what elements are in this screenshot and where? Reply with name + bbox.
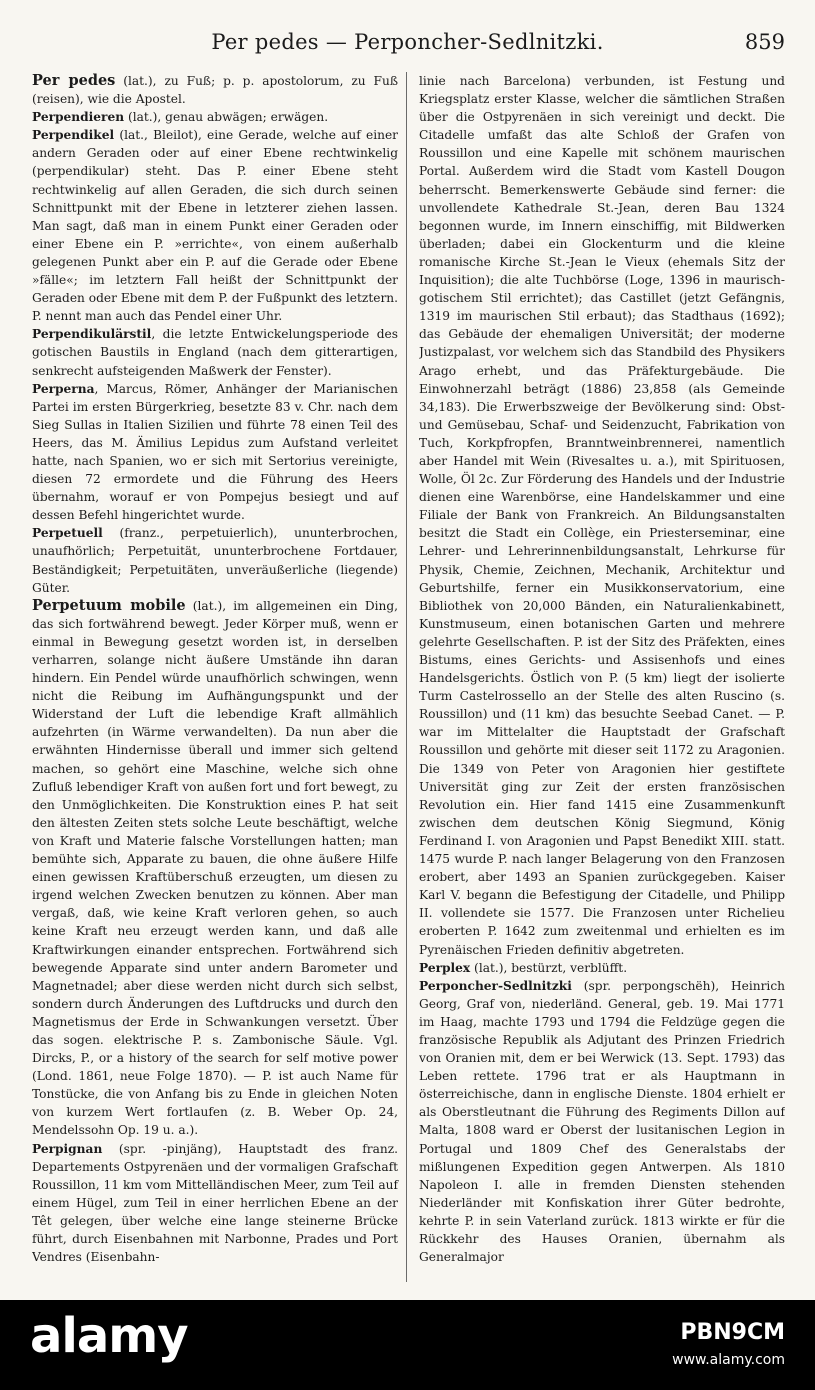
dictionary-entry <box>32 1140 398 1267</box>
entry-text: (lat., Bleilot), eine Gerade, welche auf einer andern Geraden oder auf einer Ebene rechtwinkelig (perpendikular) steht. Das P. einer Ebene steht rechtwinkelig auf allen Geraden, die sich durch seinen Schnittpunkt mit der Ebene in letzterer ziehen lassen. Man sagt, daß man in einem Punkt einer Geraden oder einer Ebene ein P. »errichte«, von einem außerhalb gelegenen Punkt aber ein P. auf die Gerade oder Ebene »fälle«; im letztern Fall heißt der Schnittpunkt der Geraden oder Ebene mit dem P. der Fußpunkt des letztern. P. nennt man auch das Pendel einer Uhr. <box>32 128 398 324</box>
entry-headword: Perpetuum mobile <box>32 596 186 614</box>
right-column <box>419 72 785 1282</box>
left-column <box>32 72 407 1282</box>
entry-headword: Perpetuell <box>32 526 103 541</box>
entry-headword: Per pedes <box>32 72 116 89</box>
dictionary-entry <box>32 72 398 108</box>
entry-headword: Perperna <box>32 381 95 396</box>
entry-text: (spr. -pinjäng), Hauptstadt des franz. Departements Ostpyrenäen und der vormaligen Grafschaft Roussillon, 11 km vom Mittelländischen Meer, zum Teil auf einem Hügel, zum Teil in einer herrlichen Ebene an der Têt gelegen, über welche eine lange steinerne Brücke führt, durch Eisenbahnen mit Narbonne, Prades und Port Vendres (Eisenbahn- <box>32 1141 398 1265</box>
entry-text: linie nach Barcelona) verbunden, ist Festung und Kriegsplatz erster Klasse, welcher die sämtlichen Straßen über die Ostpyrenäen in sich vereinigt und deckt. Die Citadelle umfaßt das alte Schloß der Grafen von Roussillon und eine Kapelle mit schönem maurischen Portal. Außerdem wird die Stadt vom Kastell Dougon beherrscht. Bemerkenswerte Gebäude sind ferner: die unvollendete Kathedrale St.-Jean, deren Bau 1324 begonnen wurde, im Innern einschiffig, mit Bildwerken überladen; dabei ein Glockenturm und die kleine romanische Kirche St.-Jean le Vieux (ehemals Sitz der Inquisition); die alte Tuchbörse (Loge, 1396 in maurisch-gotischem Stil errichtet); das Castillet (jetzt Gefängnis, 1319 im maurischen Stil erbaut); das Stadthaus (1692); das Gebäude der ehemaligen Universität; der moderne Justizpalast, vor welchem sich das Standbild des Physikers Arago erhebt, und das Präfekturgebäude. Die Einwohnerzahl beträgt (1886) 23,858 (als Gemeinde 34,183). Die Erwerbszweige der Bevölkerung sind: Obst- und Gemüsebau, Schaf- und Seidenzucht, Fabrikation von Tuch, Korkpfropfen, Branntweinbrennerei, namentlich aber Handel mit Wein (Rivesaltes u. a.), mit Spirituosen, Wolle, Öl 2c. Zur Förderung des Handels und der Industrie dienen eine Warenbörse, eine Handelskammer und eine Filiale der Bank von Frankreich. An Bildungsanstalten besitzt die Stadt ein Collège, ein Priesterseminar, eine Lehrer- und Lehrerinnenbildungsanstalt, Lehrkurse für Physik, Chemie, Zeichnen, Mechanik, Architektur und Geburtshilfe, ferner ein Musikkonservatorium, eine Bibliothek von 20,000 Bänden, ein Naturalienkabinett, Kunstmuseum, einen botanischen Garten und mehrere gelehrte Gesellschaften. P. ist der Sitz des Präfekten, eines Bistums, eines Gerichts- und Assisenhofs und eines Handelsgerichts. Östlich von P. (5 km) liegt der isolierte Turm Castelrossello an der Stelle des alten Ruscino (s. Roussillon) und (11 km) das besuchte Seebad Canet. — P. war im Mittelalter die Hauptstadt der Grafschaft Roussillon und gehörte mit dieser seit 1172 zu Aragonien. Die 1349 von Peter von Aragonien hier gestiftete Universität ging zur Zeit der ersten französischen Revolution ein. Hier fand 1415 eine Zusammenkunft zwischen dem deutschen König Siegmund, König Ferdinand I. von Aragonien und Papst Benedikt XIII. statt. 1475 wurde P. nach langer Belagerung von den Franzosen erobert, aber 1493 an Spanien zurückgegeben. Kaiser Karl V. begann die Befestigung der Citadelle, und Philipp II. vollendete sie 1577. Die Franzosen unter Richelieu eroberten P. 1642 zum zweitenmal und erhielten es im Pyrenäischen Frieden definitiv abgetreten. <box>419 74 785 957</box>
running-head <box>30 30 785 64</box>
alamy-logo: alamy <box>30 1308 188 1364</box>
dictionary-entry <box>32 380 398 525</box>
entry-headword: Perpendikulärstil <box>32 327 152 342</box>
alamy-url: www.alamy.com <box>672 1352 785 1368</box>
entry-headword: Perpendieren <box>32 110 125 125</box>
entry-text: (lat.), bestürzt, verblüfft. <box>470 960 628 975</box>
page-number: 859 <box>744 30 785 54</box>
entry-text: , Marcus, Römer, Anhänger der Marianischen Partei im ersten Bürgerkrieg, besetzte 83 v. Chr. nach dem Sieg Sullas in Italien Sizilien und führte 78 einen Teil des Heers, das M. Ämilius Lepidus zum Aufstand verleitet hatte, nach Spanien, wo er sich mit Sertorius vereinigte, diesen 72 ermordete und die Führung des Heers übernahm, worauf er von Pompejus besiegt und auf dessen Befehl hingerichtet wurde. <box>32 381 398 523</box>
entry-headword: Perpignan <box>32 1141 103 1156</box>
dictionary-entry <box>32 524 398 596</box>
dictionary-entry <box>32 597 398 1140</box>
dictionary-entry <box>32 325 398 379</box>
entry-headword: Perponcher-Sedlnitzki <box>419 978 572 993</box>
page-title: Per pedes — Perponcher-Sedlnitzki. <box>211 30 604 54</box>
watermark-footer <box>0 1300 815 1390</box>
entry-text: , die letzte Entwickelungsperiode des gotischen Baustils in England (nach dem gitterartigen, senkrecht aufsteigenden Maßwerk der Fenster). <box>32 327 398 378</box>
dictionary-entry <box>32 126 398 325</box>
entry-text: (lat.), im allgemeinen ein Ding, das sich fortwährend bewegt. Jeder Körper muß, wenn er einmal in Bewegung gesetzt worden ist, in derselben verharren, solange nicht äußere Umstände ihn daran hindern. Ein Pendel würde unaufhörlich schwingen, wenn nicht die Reibung im Aufhängungspunkt und der Widerstand der Luft die lebendige Kraft allmählich aufzehrten (in Wärme verwandelten). Da nun aber die erwähnten Hindernisse überall und immer sich geltend machen, so gehört eine Maschine, welche sich ohne Zufluß lebendiger Kraft von außen fort und fort bewegt, zu den Unmöglichkeiten. Die Konstruktion eines P. hat seit den ältesten Zeiten stets solche Leute beschäftigt, welche von Kraft und Materie falsche Vorstellungen hatten; man bemühte sich, Apparate zu bauen, die ohne äußere Hilfe einen gewissen Kraftüberschuß erzeugten, um diesen zu irgend welchen Zwecken benutzen zu können. Aber man vergaß, daß, wie keine Kraft verloren gehen, so auch keine Kraft neu erzeugt werden kann, und daß alle Kraftwirkungen einander entsprechen. Fortwährend sich bewegende Apparate sind unter andern Barometer und Magnetnadel; aber diese werden nicht durch sich selbst, sondern durch Änderungen des Luftdrucks und durch den Magnetismus der Erde in Schwankungen versetzt. Über das sogen. elektrische P. s. Zambonische Säule. Vgl. Dircks, P., or a history of the search for self motive power (Lond. 1861, neue Folge 1870). — P. ist auch Name für Tonstücke, die von Anfang bis zu Ende in gleichen Noten von kurzem Wert fortlaufen (z. B. Weber Op. 24, Mendelssohn Op. 19 u. a.). <box>32 598 399 1138</box>
entry-headword: Perpendikel <box>32 128 115 143</box>
entry-text: (spr. perpongschëh), Heinrich Georg, Graf von, niederländ. General, geb. 19. Mai 1771 im Haag, machte 1793 und 1794 die Feldzüge gegen die französische Republik als Adjutant des Prinzen Friedrich von Oranien mit, dem er bei Werwick (13. Sept. 1793) das Leben rettete. 1796 trat er als Hauptmann in österreichische, dann in englische Dienste. 1804 erhielt er als Oberstleutnant die Führung des Regiments Dillon auf Malta, 1808 ward er Oberst der lusitanischen Legion in Portugal und 1809 Chef des Generalstabs der mißlungenen Expedition gegen Antwerpen. Als 1810 Napoleon I. alle in fremden Diensten stehenden Niederländer mit Konfiskation ihrer Güter bedrohte, kehrte P. in sein Vaterland zurück. 1813 wirkte er für die Rückkehr des Hauses Oranien, übernahm als Generalmajor <box>419 978 785 1265</box>
entry-text: (franz., perpetuierlich), ununterbrochen, unaufhörlich; Perpetuität, ununterbrochene Fortdauer, Beständigkeit; Perpetuitäten, unveräußerliche (liegende) Güter. <box>32 526 398 595</box>
dictionary-entry <box>419 959 785 977</box>
dictionary-entry <box>419 977 785 1267</box>
entry-text: (lat.), genau abwägen; erwägen. <box>124 110 329 125</box>
text-columns <box>32 72 785 1282</box>
image-id: PBN9CM <box>680 1320 785 1345</box>
dictionary-entry <box>419 72 785 959</box>
dictionary-entry <box>32 108 398 126</box>
entry-headword: Perplex <box>419 960 471 975</box>
entry-text: (lat.), zu Fuß; p. p. apostolorum, zu Fuß (reisen), wie die Apostel. <box>32 74 398 107</box>
